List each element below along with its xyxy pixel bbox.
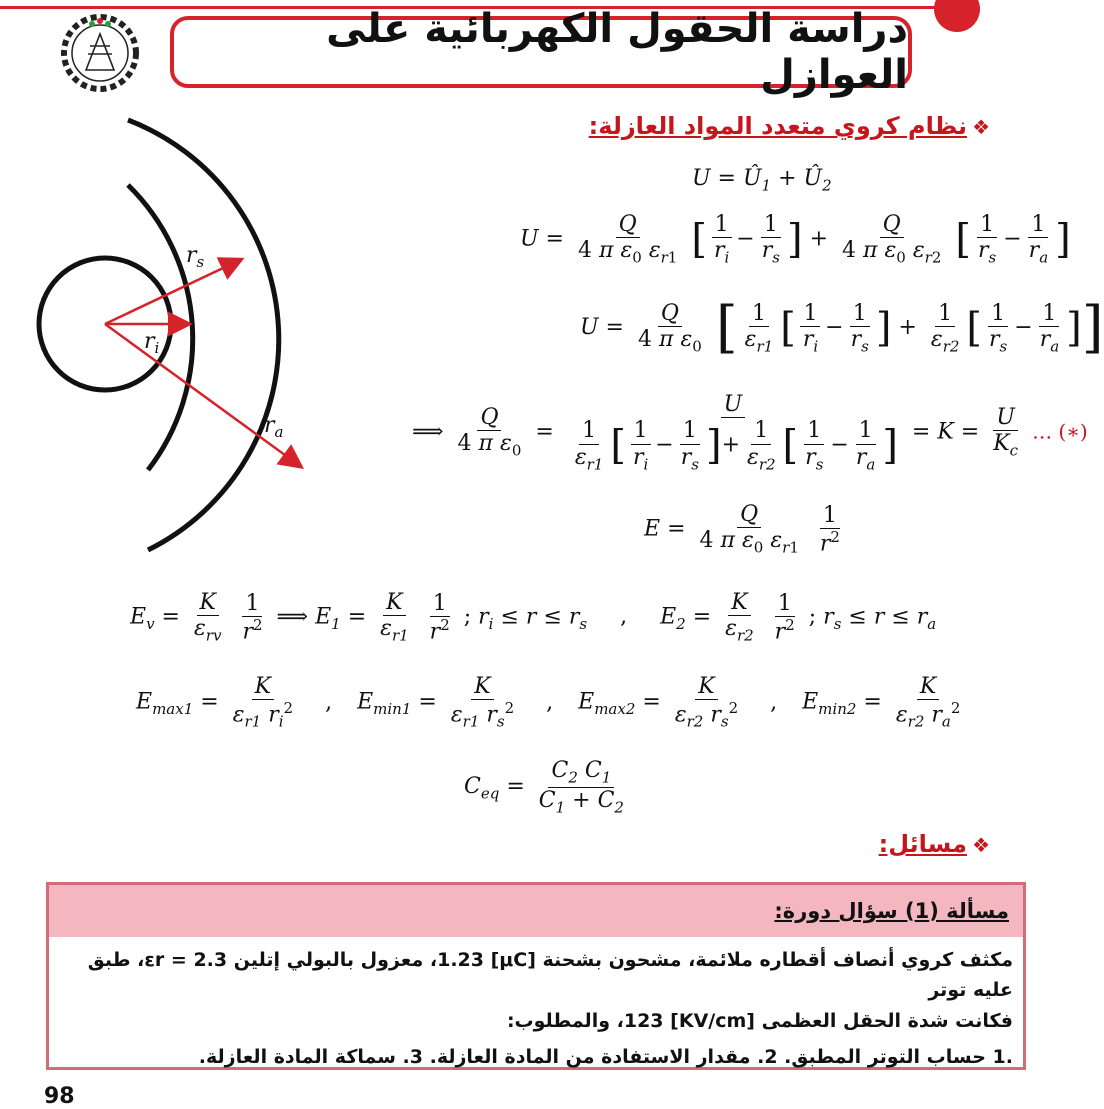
- section-heading-problems: [879, 830, 990, 858]
- eq-e-max-min: $E_{max1}$ = $\frac{K}{\varepsilon_{r1} r_i^2}$ , $E_{min1}$ = $\frac{K}{\varepsilon_{r1} r_s^2}$ , $E_{max2}$ = $\frac{K}{\varepsilon_{r2} r_s^2}$ , $E_{min2}$ = $\frac{K}{\varepsilon_{r2} r_a^2}$: [136, 674, 961, 732]
- faculty-logo: [50, 12, 150, 94]
- ri-label: $r_i$: [144, 329, 160, 357]
- diamond-bullet-icon: ❖: [972, 833, 990, 857]
- section-heading-problems-text: مسائل:: [878, 830, 967, 858]
- sep-1: ;: [463, 604, 472, 630]
- eq-u-expanded: U = $\frac{Q}{4 \pi \varepsilon_0 \varepsilon_{r1}}$ [ $\frac{1}{r_i}$ − $\frac{1}{r_s}$ ] + $\frac{Q}{4 \pi \varepsilon_0 \varepsilon_{r2}}$ [ $\frac{1}{r_s}$ − $\frac{1}{r_a}$ ]: [520, 212, 1071, 267]
- section-heading-text: نظام كروي متعدد المواد العازلة:: [588, 112, 967, 140]
- problem-title: مسألة (1) سؤال دورة:: [774, 899, 1009, 923]
- problem-box: [46, 882, 1026, 1070]
- problem-line-2: فكانت شدة الحقل العظمى [KV/cm] 123، والمطلوب:: [506, 1009, 1013, 1032]
- eq-c-equivalent: $C_{eq}$ = $\frac{C_2 C_1}{C_1 + C_2}$: [464, 758, 624, 817]
- eq-u-factored: U = $\frac{Q}{4 \pi \varepsilon_0}$ [ $\frac{1}{\varepsilon_{r1}}$ [ $\frac{1}{r_i}$ − $\frac{1}{r_s}$ ] + $\frac{1}{\varepsilon_{r2}}$ [ $\frac{1}{r_s}$ − $\frac{1}{r_a}$ ]]: [580, 295, 1104, 360]
- sep-2: ,: [620, 604, 628, 630]
- problem-line-1: مكثف كروي أنصاف أقطاره ملائمة، مشحون بشحنة [μC] 1.23، معزول بالبولي إتلين εr = 2.3، طبق عليه توتر: [87, 949, 1013, 1002]
- problem-body: [49, 937, 1023, 1073]
- ra-label: $r_a$: [264, 413, 284, 441]
- page-title-box: [170, 6, 912, 98]
- eq-u-sum: $U = Û_1$ + $Û_2$: [692, 166, 832, 195]
- top-red-dot: [934, 0, 980, 32]
- sep-3: ;: [808, 604, 817, 630]
- eq-e-field: E = $\frac{Q}{4 \pi \varepsilon_0 \varepsilon_{r1}}$ $\frac{1}{r^2}$: [644, 502, 840, 557]
- spherical-diagram: [20, 110, 430, 560]
- problem-line-3: .1 حساب التوتر المطبق. 2. مقدار الاستفادة من المادة العازلة. 3. سماكة المادة العازلة.: [198, 1046, 1013, 1069]
- eq-e-regions: $E_v$ = $\frac{K}{\varepsilon_{rv}}$ $\frac{1}{r^2}$ ⟹ $E_1$ = $\frac{K}{\varepsilon_{r1}}$ $\frac{1}{r^2}$ ; $r_i \le r \le r_s$ , $E_2$ = $\frac{K}{\varepsilon_{r2}}$ $\frac{1}{r^2}$ ; $r_s \le r \le r_a$: [130, 590, 937, 645]
- eq-star-marker: … (∗): [1032, 419, 1088, 444]
- page-title: دراسة الحقول الكهربائية على العوازل: [326, 6, 908, 98]
- section-heading-spherical: [589, 112, 990, 140]
- page-number: 98: [44, 1084, 75, 1109]
- diamond-bullet-icon: ❖: [972, 115, 990, 139]
- eq-k-definition: ⟹ $\frac{Q}{4 \pi \varepsilon_0}$ = U $\frac{1}{\varepsilon_{r1}}$ [ $\frac{1}{r_i}$ − $\frac{1}{r_s}$ ]+ $\frac{1}{\varepsilon_{r2}}$ [ $\frac{1}{r_s}$ − $\frac{1}{r_a}$ ] = K = $\frac{U}{K_c}$ … (∗): [412, 392, 1088, 473]
- problem-header: [49, 885, 1023, 937]
- middle-shell: [128, 185, 193, 470]
- rs-label: $r_s$: [186, 243, 205, 271]
